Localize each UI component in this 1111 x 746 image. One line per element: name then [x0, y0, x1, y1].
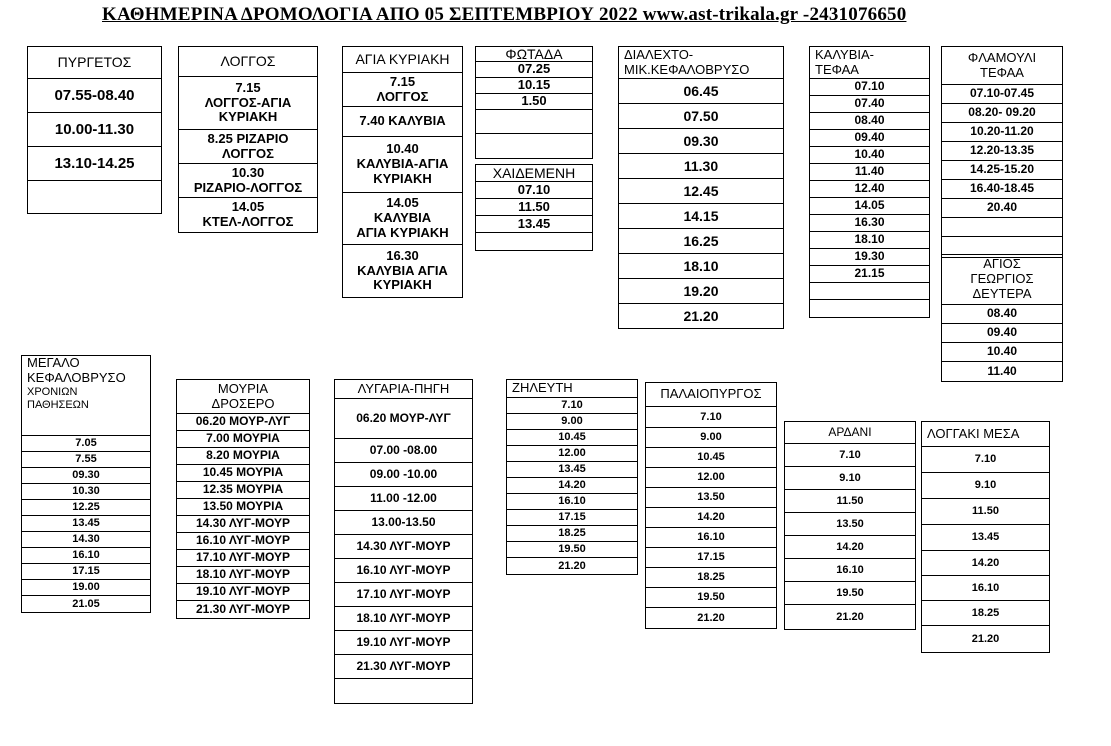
table-row: 21.05 [72, 597, 100, 610]
table-header: ΑΓΙΑ ΚΥΡΙΑΚΗ [343, 47, 462, 73]
table-row: 14.20 [922, 551, 1049, 576]
table-row: 10.45 [507, 430, 637, 446]
table-row: 13.10-14.25 [28, 147, 161, 181]
table-row: 10.30 ΡΙΖΑΡΙΟ-ΛΟΓΓΟΣ [179, 164, 317, 198]
table-row: 12.35 ΜΟΥΡΙΑ [177, 482, 309, 499]
table-row: 09.30 [22, 468, 150, 484]
table-row: 14.30 [22, 532, 150, 548]
table-row: 10.15 [476, 78, 592, 94]
table-row: 10.45 [646, 448, 776, 468]
timetable-palaiopyrgos [645, 382, 777, 629]
table-row: 16.10 ΛΥΓ-ΜΟΥΡ [177, 533, 309, 550]
table-row: 19.50 [507, 542, 637, 558]
table-row: 10.00-11.30 [28, 113, 161, 147]
table-row: 16.10 [922, 576, 1049, 601]
timetable-lygaria [334, 379, 473, 704]
table-row: 10.30 [22, 484, 150, 500]
table-row: 21.20 [697, 611, 725, 624]
table-row: 12.00 [507, 446, 637, 462]
table-row: 21.20 [558, 559, 586, 572]
table-row: 13.45 [22, 516, 150, 532]
table-row: 08.20- 09.20 [942, 104, 1062, 123]
table-row: 12.25 [22, 500, 150, 516]
table-row: 06.45 [619, 79, 783, 104]
table-row: 8.25 ΡΙΖΑΡΙΟ ΛΟΓΓΟΣ [179, 130, 317, 164]
timetable-kalyvia [809, 46, 930, 318]
table-header: ΑΡΔΑΝΙ [785, 422, 915, 444]
table-row: 11.40 [987, 363, 1017, 378]
table-row: 06.20 ΜΟΥΡ-ΛΥΓ [177, 414, 309, 431]
table-row: 09.30 [619, 129, 783, 154]
table-row: 18.10 ΛΥΓ-ΜΟΥΡ [177, 567, 309, 584]
table-row: 10.45 ΜΟΥΡΙΑ [177, 465, 309, 482]
table-row: 12.40 [810, 181, 929, 198]
table-header: ΔΙΑΛΕΧΤΟ- ΜΙΚ.ΚΕΦΑΛΟΒΡΥΣΟ [619, 47, 783, 79]
table-row: 9.10 [922, 473, 1049, 499]
table-row: 21.20 [836, 610, 864, 623]
header-sub: ΧΡΟΝΙΩΝ ΠΑΘΗΣΕΩΝ [27, 385, 89, 411]
table-row [28, 181, 161, 213]
table-row: 17.10 ΛΥΓ-ΜΟΥΡ [177, 550, 309, 567]
table-header: ΑΓΙΟΣ ΓΕΩΡΓΙΟΣ ΔΕΥΤΕΡΑ [942, 255, 1062, 305]
table-row: 18.25 [646, 568, 776, 588]
table-row: 13.50 ΜΟΥΡΙΑ [177, 499, 309, 516]
table-row: 07.10 [476, 182, 592, 199]
table-row: 09.00 -10.00 [335, 463, 472, 487]
table-row: 07.10-07.45 [942, 85, 1062, 104]
table-header: ΠΥΡΓΕΤΟΣ [28, 47, 161, 79]
timetable-pyrgetos [27, 46, 162, 214]
table-row: 11.50 [922, 499, 1049, 525]
table-row: 08.40 [942, 305, 1062, 324]
page-title: ΚΑΘΗΜΕΡΙΝΑ ΔΡΟΜΟΛΟΓΙΑ ΑΠΟ 05 ΣΕΠΤΕΜΒΡΙΟΥ 2022 www.ast-trikala.gr -2431076650 [102, 4, 907, 25]
timetable-loggos [178, 46, 318, 233]
table-row: 06.20 ΜΟΥΡ-ΛΥΓ [335, 399, 472, 439]
table-header: ΚΑΛΥΒΙΑ- ΤΕΦΑΑ [810, 47, 929, 79]
table-row: 18.10 ΛΥΓ-ΜΟΥΡ [335, 607, 472, 631]
timetable-ardani [784, 421, 916, 630]
table-row: 7.40 ΚΑΛΥΒΙΑ [343, 107, 462, 137]
table-header: ΖΗΛΕΥΤΗ [507, 380, 637, 398]
timetable-agios-georgios [941, 254, 1063, 382]
table-row: 13.00-13.50 [335, 511, 472, 535]
table-row: 17.10 ΛΥΓ-ΜΟΥΡ [335, 583, 472, 607]
table-row: 10.20-11.20 [942, 123, 1062, 142]
table-row [810, 283, 929, 300]
table-row: 11.30 [619, 154, 783, 179]
table-header: ΠΑΛΑΙΟΠΥΡΓΟΣ [646, 383, 776, 407]
table-header: ΦΩΤΑΔΑ [476, 47, 592, 62]
table-row: 17.15 [646, 548, 776, 568]
table-row: 19.10 ΛΥΓ-ΜΟΥΡ [335, 631, 472, 655]
table-row: 10.40 [810, 147, 929, 164]
table-header: ΧΑΙΔΕΜΕΝΗ [476, 165, 592, 182]
table-row: 07.00 -08.00 [335, 439, 472, 463]
table-row [476, 134, 592, 158]
table-row: 9.10 [785, 467, 915, 490]
table-row: 7.05 [22, 436, 150, 452]
timetable-dialexto [618, 46, 784, 329]
table-row: 7.15 ΛΟΓΓΟΣ-ΑΓΙΑ ΚΥΡΙΑΚΗ [179, 77, 317, 130]
table-row: 16.30 [810, 215, 929, 232]
timetable-megalo [21, 355, 151, 613]
timetable-flamouli [941, 46, 1063, 258]
table-row: 19.50 [785, 582, 915, 605]
table-row: 09.40 [942, 324, 1062, 343]
table-row: 20.40 [942, 199, 1062, 218]
table-row: 14.25-15.20 [942, 161, 1062, 180]
table-row: 09.40 [810, 130, 929, 147]
table-header: ΛΟΓΓΑΚΙ ΜΕΣΑ [922, 422, 1049, 447]
table-row: 10.40 [942, 343, 1062, 362]
table-row: 7.10 [646, 407, 776, 428]
table-row: 16.40-18.45 [942, 180, 1062, 199]
table-row: 21.30 ΛΥΓ-ΜΟΥΡ [195, 601, 291, 616]
table-row: 07.10 [810, 79, 929, 96]
timetable-chaidemeni [475, 164, 593, 251]
table-header: ΜΟΥΡΙΑ ΔΡΟΣΕΡΟ [177, 380, 309, 414]
table-row: 21.20 [683, 307, 719, 324]
table-row: 11.40 [810, 164, 929, 181]
table-row: 21.30 ΛΥΓ-ΜΟΥΡ [335, 655, 472, 679]
timetable-agia-kyriaki [342, 46, 463, 298]
table-row: 07.50 [619, 104, 783, 129]
table-row: 7.00 ΜΟΥΡΙΑ [177, 431, 309, 448]
table-row: 19.50 [646, 588, 776, 608]
table-row: 19.30 [810, 249, 929, 266]
table-row: 13.45 [476, 216, 592, 233]
table-row: 14.05 ΚΑΛΥΒΙΑ ΑΓΙΑ ΚΥΡΙΑΚΗ [343, 193, 462, 245]
table-row: 17.15 [507, 510, 637, 526]
table-row: 16.10 ΛΥΓ-ΜΟΥΡ [335, 559, 472, 583]
table-row: 14.30 ΛΥΓ-ΜΟΥΡ [335, 535, 472, 559]
table-row: 18.10 [810, 232, 929, 249]
table-row: 13.50 [785, 513, 915, 536]
table-row: 11.00 -12.00 [335, 487, 472, 511]
table-row: 14.30 ΛΥΓ-ΜΟΥΡ [177, 516, 309, 533]
table-row: 21.15 [810, 266, 929, 283]
table-row: 07.40 [810, 96, 929, 113]
table-row: 19.20 [619, 279, 783, 304]
table-row: 12.20-13.35 [942, 142, 1062, 161]
table-row: 13.45 [507, 462, 637, 478]
table-row: 9.00 [507, 414, 637, 430]
table-row: 16.30 ΚΑΛΥΒΙΑ ΑΓΙΑ ΚΥΡΙΑΚΗ [357, 247, 448, 293]
table-row: 21.20 [971, 632, 1000, 645]
header-main: ΜΕΓΑΛΟ ΚΕΦΑΛΟΒΡΥΣΟ [27, 356, 126, 385]
table-header: ΦΛΑΜΟΥΛΙ ΤΕΦΑΑ [942, 47, 1062, 85]
table-row: 11.50 [785, 490, 915, 513]
table-row: 14.20 [785, 536, 915, 559]
timetable-mouria [176, 379, 310, 619]
table-header [22, 356, 150, 436]
table-row: 18.25 [507, 526, 637, 542]
table-row: 16.10 [507, 494, 637, 510]
table-row: 1.50 [476, 94, 592, 110]
table-row: 07.25 [476, 62, 592, 78]
table-row: 10.40 ΚΑΛΥΒΙΑ-ΑΓΙΑ ΚΥΡΙΑΚΗ [343, 137, 462, 193]
table-row [942, 218, 1062, 237]
table-row: 08.40 [810, 113, 929, 130]
table-row: 13.50 [646, 488, 776, 508]
table-row: 7.15 ΛΟΓΓΟΣ [343, 73, 462, 107]
table-row: 14.20 [646, 508, 776, 528]
table-row: 16.10 [646, 528, 776, 548]
table-row [476, 110, 592, 134]
table-row: 8.20 ΜΟΥΡΙΑ [177, 448, 309, 465]
table-row: 19.10 ΛΥΓ-ΜΟΥΡ [177, 584, 309, 601]
table-row: 7.10 [785, 444, 915, 467]
table-row: 14.05 ΚΤΕΛ-ΛΟΓΓΟΣ [202, 199, 294, 229]
table-row: 16.25 [619, 229, 783, 254]
table-row: 16.10 [785, 559, 915, 582]
table-row: 7.55 [22, 452, 150, 468]
table-row [476, 233, 592, 250]
table-row: 07.55-08.40 [28, 79, 161, 113]
table-row: 13.45 [922, 525, 1049, 551]
table-row: 18.10 [619, 254, 783, 279]
timetable-zilefti [506, 379, 638, 575]
table-header: ΛΟΓΓΟΣ [179, 47, 317, 77]
table-row: 9.00 [646, 428, 776, 448]
table-row: 12.00 [646, 468, 776, 488]
table-row: 7.10 [922, 447, 1049, 473]
table-row: 14.20 [507, 478, 637, 494]
table-row: 18.25 [922, 601, 1049, 626]
timetable-fotada [475, 46, 593, 159]
table-row: 16.10 [22, 548, 150, 564]
table-row: 19.00 [22, 580, 150, 596]
table-header: ΛΥΓΑΡΙΑ-ΠΗΓΗ [335, 380, 472, 399]
table-row [335, 679, 472, 703]
timetable-loggaki [921, 421, 1050, 653]
table-row: 12.45 [619, 179, 783, 204]
table-row: 14.15 [619, 204, 783, 229]
table-row: 17.15 [22, 564, 150, 580]
table-row [810, 300, 929, 317]
table-row: 14.05 [810, 198, 929, 215]
table-row: 11.50 [476, 199, 592, 216]
table-row: 7.10 [507, 398, 637, 414]
